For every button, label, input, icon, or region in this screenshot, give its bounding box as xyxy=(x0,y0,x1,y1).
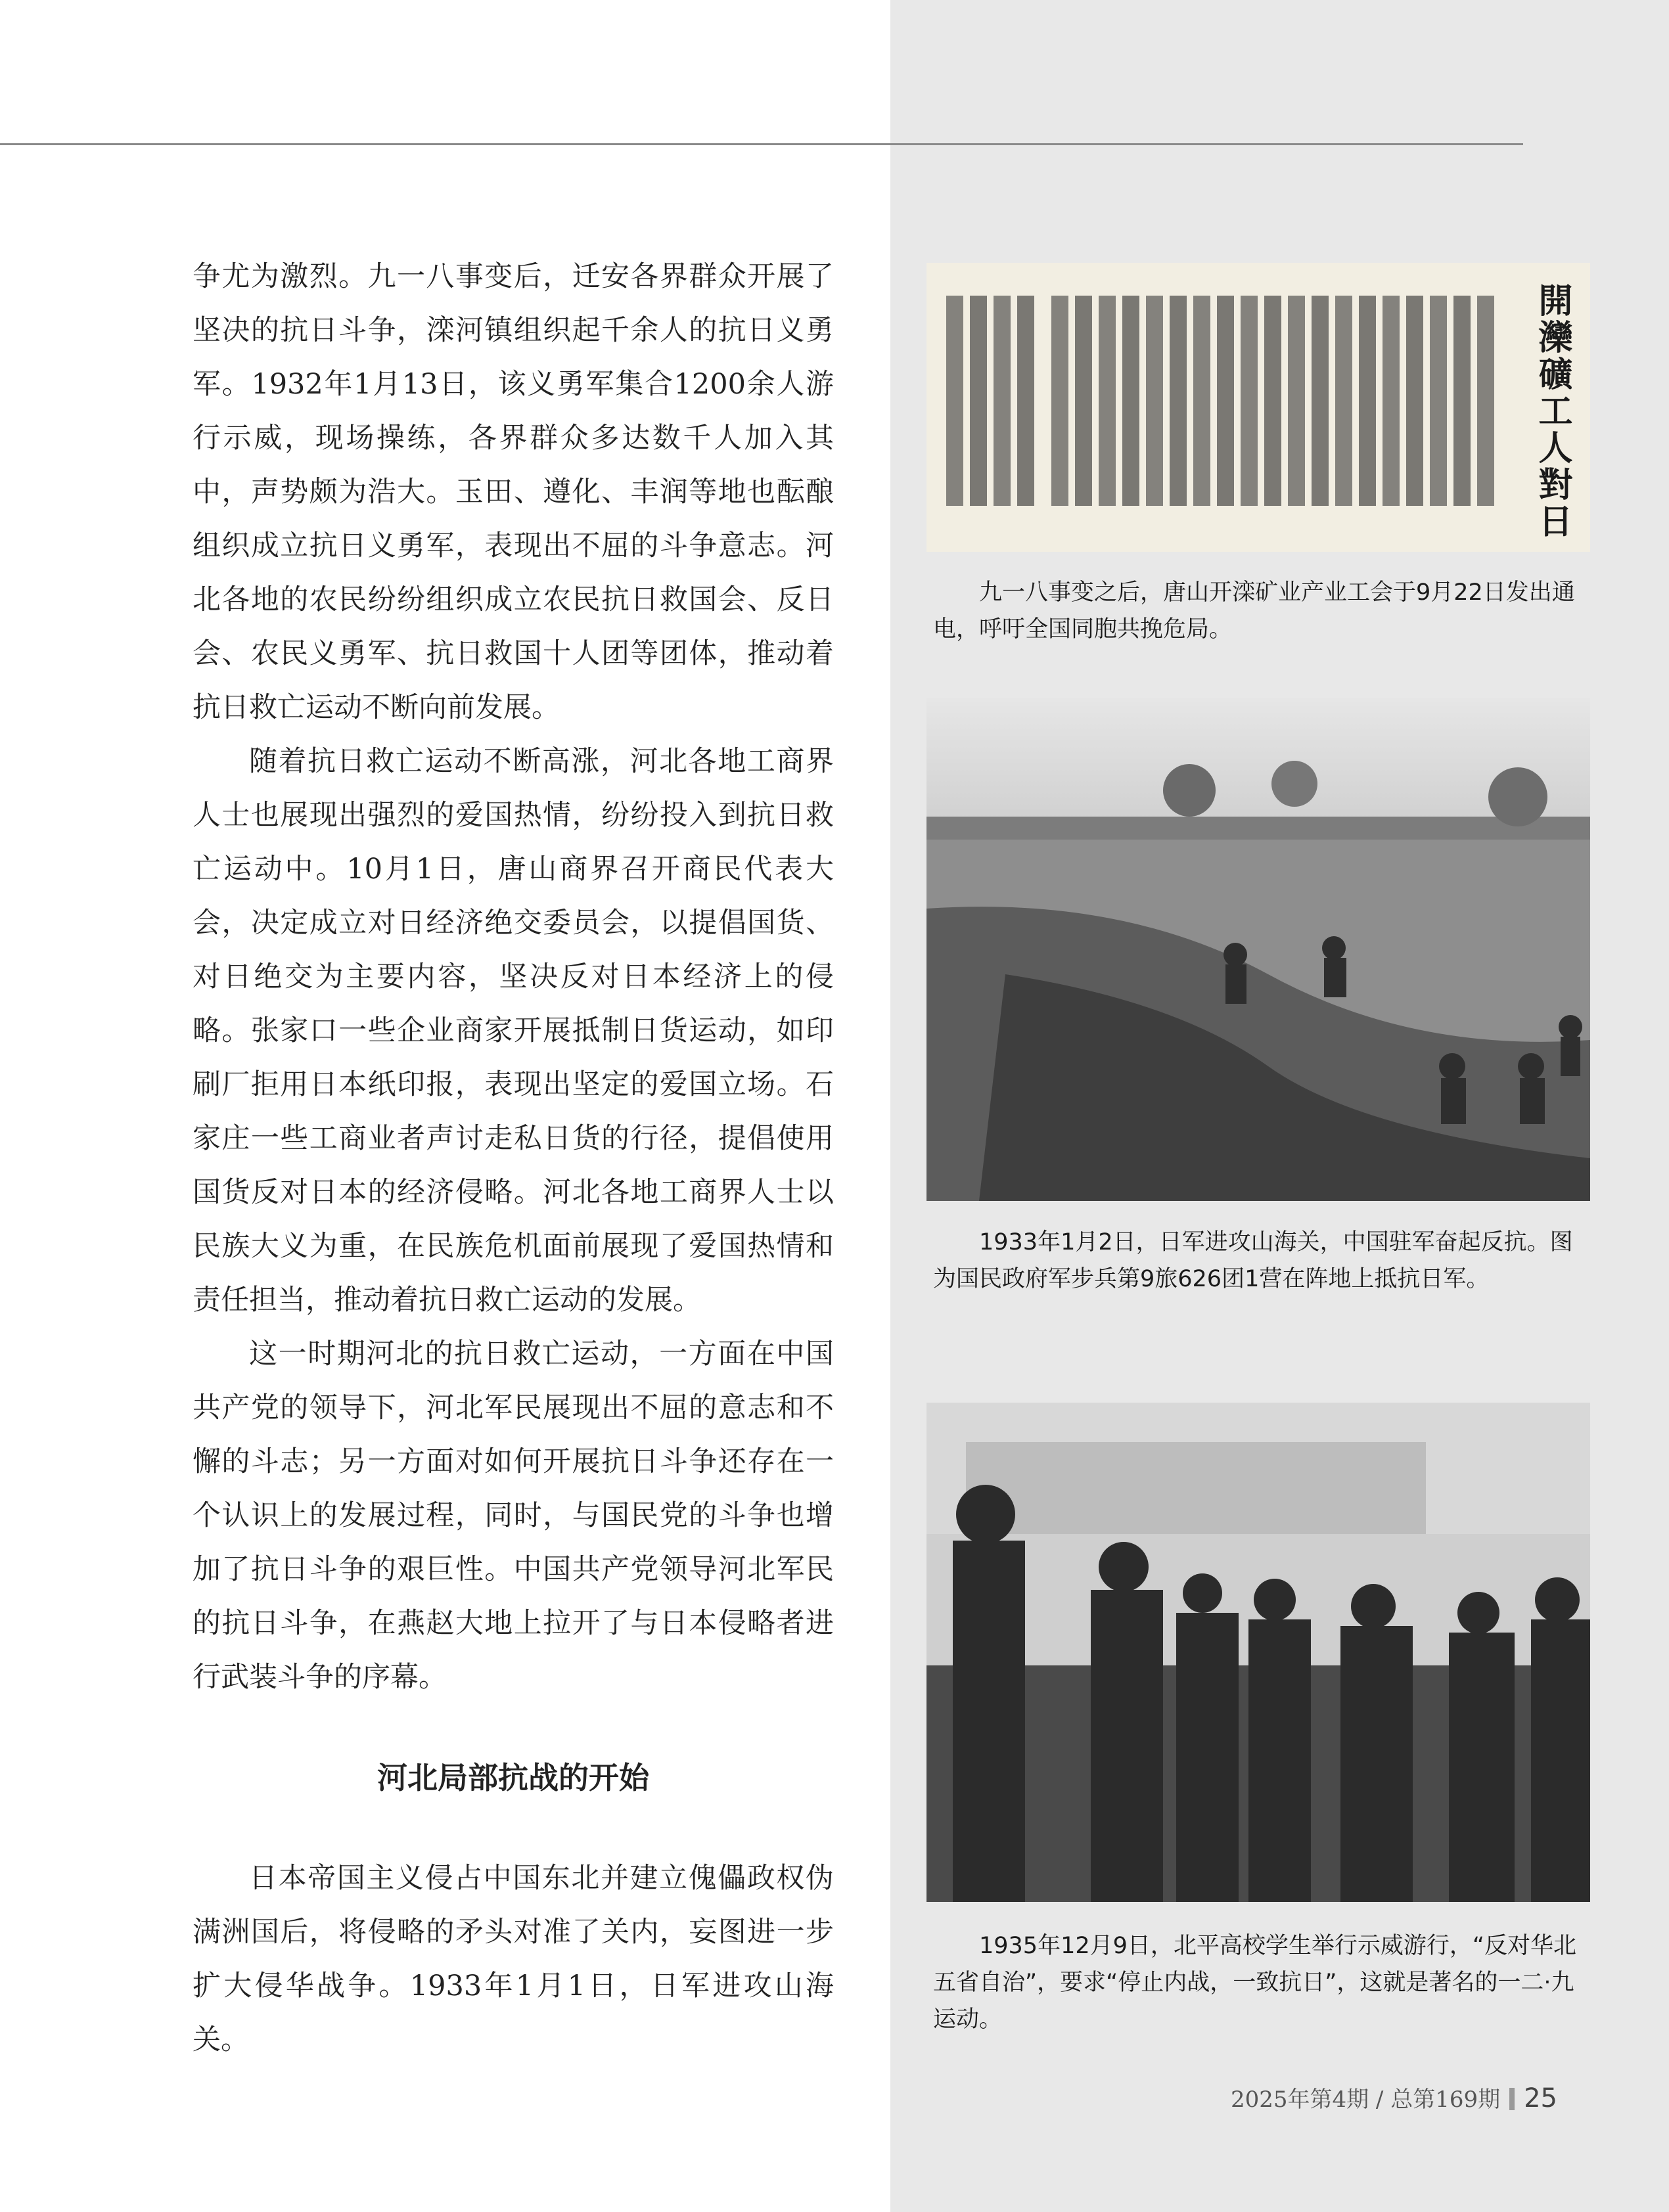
figure-caption-1: 九一八事变之后，唐山开滦矿业产业工会于9月22日发出通电，呼吁全国同胞共挽危局。 xyxy=(933,579,1575,643)
student-protest-photo xyxy=(926,1403,1590,1902)
newspaper-clipping-photo xyxy=(926,263,1590,552)
section-paragraph: 日本帝国主义侵占中国东北并建立傀儡政权伪满洲国后，将侵略的矛头对准了关内，妄图进一步扩大侵华战争。1933年1月1日，日军进攻山海关。 xyxy=(193,1862,834,2056)
top-rule xyxy=(0,143,1523,145)
main-column xyxy=(193,250,834,2067)
section-title: 河北局部抗战的开始 xyxy=(377,1760,649,1795)
page-footer xyxy=(1231,2081,1557,2113)
body-paragraph-2: 随着抗日救亡运动不断高涨，河北各地工商界人士也展现出强烈的爱国热情，纷纷投入到抗日救亡运动中。10月1日，唐山商界召开商民代表大会，决定成立对日经济绝交委员会，以提倡国货、对日绝交为主要内容，坚决反对日本经济上的侵略。张家口一些企业商家开展抵制日货运动，如印刷厂拒用日本纸印报，表现出坚定的爱国立场。石家庄一些工商业者声讨走私日货的行径，提倡使用国货反对日本的经济侵略。河北各地工商界人士以民族大义为重，在民族危机面前展现了爱国热情和责任担当，推动着抗日救亡运动的发展。 xyxy=(193,745,834,1317)
footer-divider xyxy=(1509,2088,1515,2110)
newspaper-headline: 開灤礦工人對日 xyxy=(1532,282,1572,540)
figure-caption-2: 1933年1月2日，日军进攻山海关，中国驻军奋起反抗。图为国民政府军步兵第9旅626团1营在阵地上抵抗日军。 xyxy=(933,1229,1573,1292)
trench-battle-photo xyxy=(926,698,1590,1201)
trench-scene-illustration xyxy=(926,698,1590,1201)
body-paragraph-1: 争尤为激烈。九一八事变后，迁安各界群众开展了坚决的抗日斗争，滦河镇组织起千余人的抗日义勇军。1932年1月13日，该义勇军集合1200余人游行示威，现场操练，各界群众多达数千人加入其中，声势颇为浩大。玉田、遵化、丰润等地也酝酿组织成立抗日义勇军，表现出不屈的斗争意志。河北各地的农民纷纷组织成立农民抗日救国会、反日会、农民义勇军、抗日救国十人团等团体，推动着抗日救亡运动不断向前发展。 xyxy=(193,260,834,724)
protest-crowd-illustration xyxy=(926,1403,1590,1902)
figure-caption-3: 1935年12月9日，北平高校学生举行示威游行，“反对华北五省自治”，要求“停止内战，一致抗日”，这就是著名的一二·九运动。 xyxy=(933,1933,1577,2033)
body-paragraph-3: 这一时期河北的抗日救亡运动，一方面在中国共产党的领导下，河北军民展现出不屈的意志和不懈的斗志；另一方面对如何开展抗日斗争还存在一个认识上的发展过程，同时，与国民党的斗争也增加了抗日斗争的艰巨性。中国共产党领导河北军民的抗日斗争，在燕赵大地上拉开了与日本侵略者进行武装斗争的序幕。 xyxy=(193,1338,834,1694)
page-number: 25 xyxy=(1524,2083,1557,2113)
issue-info: 2025年第4期 / 总第169期 xyxy=(1230,2087,1501,2113)
newspaper-text-illustration xyxy=(926,263,1590,552)
